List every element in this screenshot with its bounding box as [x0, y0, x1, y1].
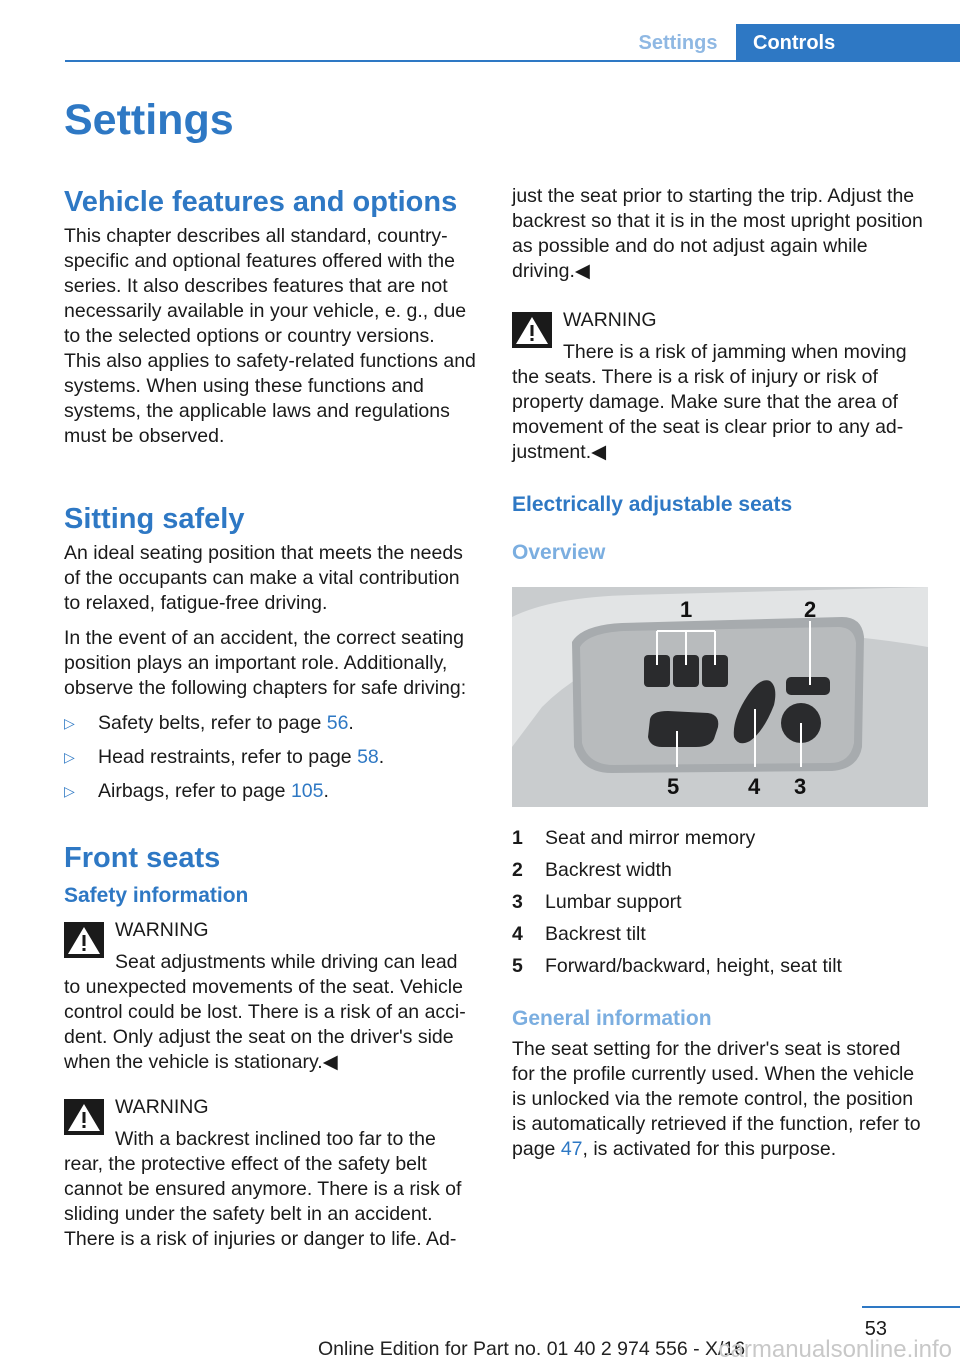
page-link[interactable]: 105 [290, 780, 324, 802]
figure-label-4: 4 [748, 774, 761, 799]
warning-title: WARNING [115, 919, 209, 941]
warning-title: WARNING [115, 1096, 209, 1118]
list-item: ▷ Safety belts, refer to page 56. [64, 711, 476, 736]
figure-label-1: 1 [680, 597, 693, 622]
page-link[interactable]: 47 [560, 1138, 583, 1160]
right-column [512, 184, 924, 1172]
warning-text: With a backrest inclined too far to the rear, the protective effect of the safety belt cannot be ensured anymore. There is a risk of sliding under the safety belt in an accident. There is a risk of injuries or danger to life. Ad- [64, 1128, 462, 1250]
tab-controls[interactable]: Controls [736, 24, 960, 62]
warning-text: Seat adjustments while driving can lead to unexpected movements of the seat. Vehicle control could be lost. There is a risk of an acci-dent. Only adjust the seat on the driver's side when the vehicle is stationary.◀ [64, 951, 466, 1073]
list-item: ▷ Airbags, refer to page 105. [64, 779, 476, 804]
heading-general-information: General information [512, 1007, 712, 1030]
legend-row: 2 Backrest width [512, 859, 672, 881]
warning-title: WARNING [563, 309, 657, 331]
watermark: carmanualsonline.info [718, 1336, 952, 1363]
safety-chapters-list [64, 711, 476, 804]
heading-sitting-safely: Sitting safely [64, 503, 245, 535]
page-link[interactable]: 56 [326, 712, 349, 734]
left-column [64, 184, 476, 1272]
edition-footer: Online Edition for Part no. 01 40 2 974 556 - X/16 [318, 1338, 746, 1360]
legend-row: 3 Lumbar support [512, 891, 682, 913]
warning-triangle-icon [64, 1099, 104, 1135]
warning-block [512, 308, 924, 465]
page-number: 53 [864, 1318, 887, 1340]
paragraph-continuation: just the seat prior to starting the trip. Adjust the backrest so that it is in the most upright position as possible and do not adjust again while driving.◀ [512, 185, 923, 282]
paragraph-sitting-2: In the event of an accident, the correct seating position plays an important role. Additionally, observe the following chapters for safe driving: [64, 627, 467, 699]
figure-label-5: 5 [667, 774, 680, 799]
list-item: ▷ Head restraints, refer to page 58. [64, 745, 476, 770]
tab-settings[interactable]: Settings [638, 31, 718, 54]
legend-row: 5 Forward/backward, height, seat tilt [512, 955, 842, 977]
warning-block [64, 1095, 476, 1252]
heading-vehicle-features: Vehicle features and options [64, 186, 458, 218]
paragraph-sitting-1: An ideal seating position that meets the needs of the occupants can make a vital contribution to relaxed, fatigue-free driving. [64, 542, 463, 614]
warning-block [64, 918, 476, 1075]
figure-label-2: 2 [804, 597, 817, 622]
paragraph-general-information: The seat setting for the driver's seat is stored for the profile currently used. When the vehicle is unlocked via the remote control, the position is automatically retrieved if the function, refer to page 47, is activated for this purpose. [512, 1038, 921, 1160]
warning-triangle-icon [64, 922, 104, 958]
warning-text: There is a risk of jamming when moving the seats. There is a risk of injury or risk of property damage. Make sure that the area of movement of the seat is clear prior to any ad-justment.◀ [512, 341, 907, 463]
legend-row: 4 Backrest tilt [512, 923, 646, 945]
page-title: Settings [64, 96, 234, 144]
heading-electric-seats: Electrically adjustable seats [512, 493, 793, 516]
seat-controls-figure [512, 587, 928, 807]
heading-overview: Overview [512, 541, 606, 564]
figure-label-3: 3 [794, 774, 807, 799]
heading-front-seats: Front seats [64, 842, 221, 874]
footer-rule [862, 1306, 960, 1308]
paragraph-vehicle-features: This chapter describes all standard, country-specific and optional features offered with the series. It also describes features that are not necessarily available in your vehicle, e. g., due to the selected options or country versions. This also applies to safety-related functions and systems. When using these functions and systems, the applicable laws and regulations must be observed. [64, 225, 476, 447]
page-link[interactable]: 58 [357, 746, 379, 768]
figure-legend [512, 826, 924, 979]
warning-triangle-icon [512, 312, 552, 348]
legend-row: 1 Seat and mirror memory [512, 827, 756, 849]
heading-safety-information: Safety information [64, 884, 249, 907]
